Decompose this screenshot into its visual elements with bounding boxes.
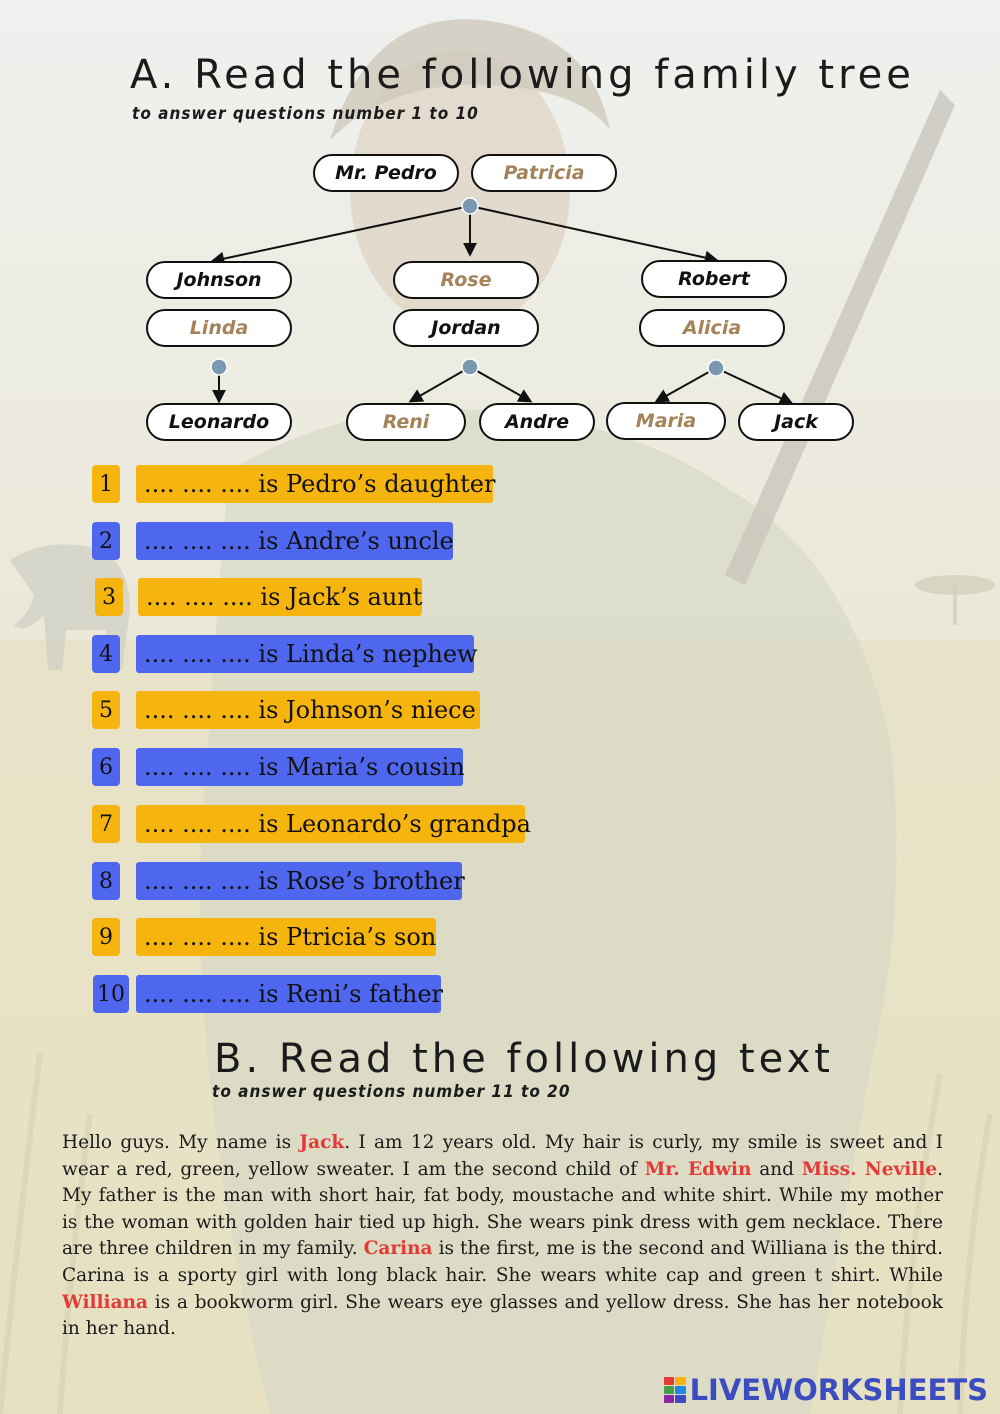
highlight-name-carina: Carina — [363, 1238, 433, 1260]
tree-node-alicia: Alicia — [639, 309, 785, 347]
liveworksheets-logo — [664, 1374, 988, 1406]
tree-node-robert: Robert — [641, 260, 787, 298]
tree-node-jordan: Jordan — [393, 309, 539, 347]
tree-node-maria: Maria — [606, 402, 726, 440]
question-1-number: 1 — [92, 465, 120, 503]
section-b-subtitle: to answer questions number 11 to 20 — [212, 1082, 571, 1102]
logo-text: LIVEWORKSHEETS — [689, 1373, 988, 1407]
reading-passage — [62, 1130, 943, 1343]
tree-node-leonardo: Leonardo — [146, 403, 292, 441]
highlight-name-jack: Jack — [299, 1132, 345, 1153]
section-b-title: B. Read the following text — [214, 1036, 834, 1082]
family-tree-connectors — [0, 0, 1000, 460]
question-2-text: .... .... .... is Andre’s uncle — [136, 522, 453, 560]
highlight-name-neville: Miss. Neville — [801, 1158, 938, 1180]
question-7-text: .... .... .... is Leonardo’s grandpa — [136, 805, 525, 843]
passage-text: . My father is the man with short hair, fat body, moustache and white shirt. While my mother is the woman with golden hair tied up high. She wears pink dress with gem necklace. There are three children in my family. — [62, 1158, 943, 1260]
highlight-name-williana: Williana — [62, 1291, 148, 1313]
tree-node-johnson: Johnson — [146, 261, 292, 299]
tree-node-linda: Linda — [146, 309, 292, 347]
tree-node-patricia: Patricia — [471, 154, 617, 192]
tree-node-mr-pedro: Mr. Pedro — [313, 154, 459, 192]
section-a-subtitle: to answer questions number 1 to 10 — [132, 104, 479, 124]
question-9-number: 9 — [92, 918, 120, 956]
passage-text: . I am 12 years old. My hair is curly, my smile is sweet and I wear a red, green, yellow sweater. I am the second child of — [62, 1132, 943, 1180]
question-6-number: 6 — [92, 748, 120, 786]
question-8-text: .... .... .... is Rose’s brother — [136, 862, 462, 900]
question-9-text: .... .... .... is Ptricia’s son — [136, 918, 436, 956]
question-7-number: 7 — [92, 805, 120, 843]
question-3-text: .... .... .... is Jack’s aunt — [138, 578, 422, 616]
question-8-number: 8 — [92, 862, 120, 900]
tree-node-andre: Andre — [479, 403, 595, 441]
tree-node-rose: Rose — [393, 261, 539, 299]
question-2-number: 2 — [92, 522, 120, 560]
passage-text: Hello guys. My name is — [62, 1132, 300, 1153]
question-5-number: 5 — [92, 691, 120, 729]
question-5-text: .... .... .... is Johnson’s niece — [136, 691, 480, 729]
question-4-text: .... .... .... is Linda’s nephew — [136, 635, 474, 673]
question-3-number: 3 — [95, 578, 123, 616]
passage-text: is a bookworm girl. She wears eye glasses and yellow dress. She has her notebook in her hand. — [62, 1291, 943, 1340]
question-10-text: .... .... .... is Reni’s father — [136, 975, 441, 1013]
passage-text: is the first, me is the second and Williana is the third. Carina is a sporty girl with long black hair. She wears white cap and green t shirt. While — [62, 1238, 943, 1286]
section-a-title: A. Read the following family tree — [130, 52, 915, 98]
question-6-text: .... .... .... is Maria’s cousin — [136, 748, 463, 786]
question-10-number: 10 — [93, 975, 129, 1013]
logo-icon — [664, 1377, 686, 1403]
question-1-text: .... .... .... is Pedro’s daughter — [136, 465, 493, 503]
question-4-number: 4 — [92, 635, 120, 673]
highlight-name-edwin: Mr. Edwin — [644, 1158, 752, 1180]
tree-node-jack: Jack — [738, 403, 854, 441]
tree-node-reni: Reni — [346, 403, 466, 441]
passage-text: and — [751, 1158, 802, 1180]
